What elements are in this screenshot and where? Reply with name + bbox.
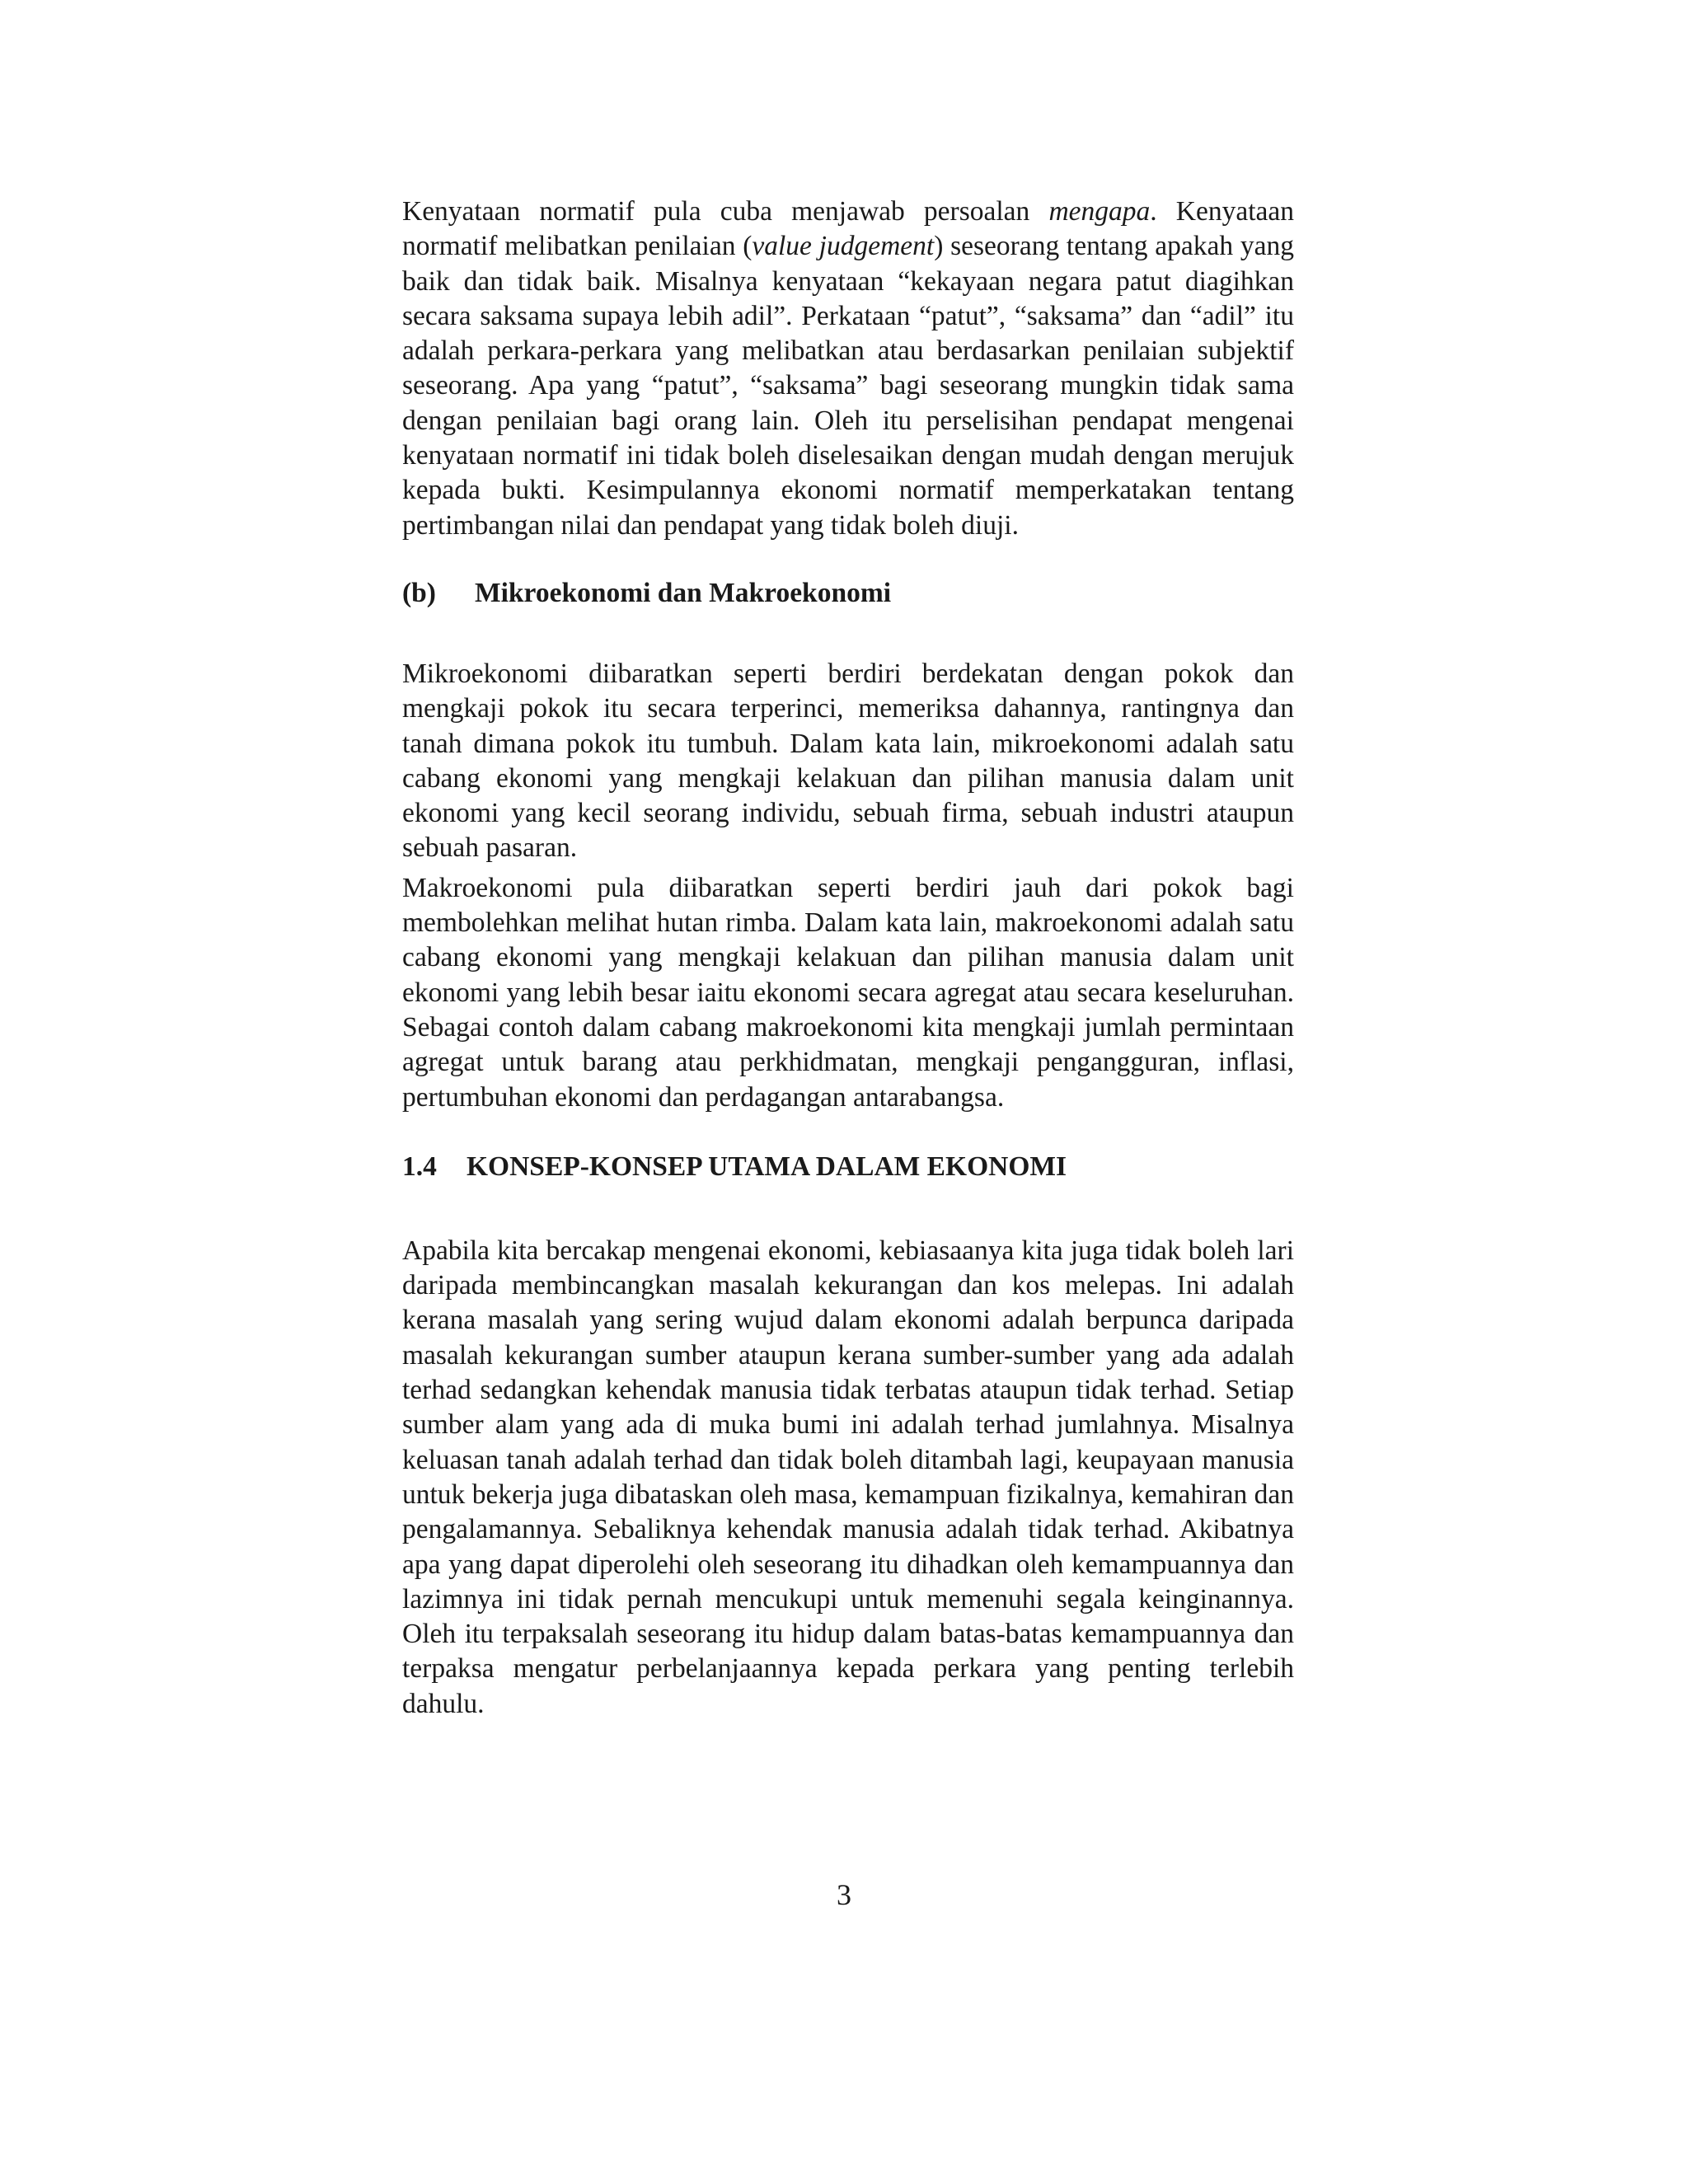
- section-title: KONSEP-KONSEP UTAMA DALAM EKONOMI: [467, 1151, 1067, 1182]
- section-heading-1-4: [402, 1150, 1294, 1184]
- paragraph-text: Kenyataan normatif pula cuba menjawab persoalan: [402, 196, 1049, 227]
- section-number: 1.4: [402, 1151, 437, 1182]
- paragraph-microeconomics: Mikroekonomi diibaratkan seperti berdiri berdekatan dengan pokok dan mengkaji pokok itu secara terperinci, memeriksa dahannya, rantingnya dan tanah dimana pokok itu tumbuh. Dalam kata lain, mikroekonomi adalah satu cabang ekonomi yang mengkaji kelakuan dan pilihan manusia dalam unit ekonomi yang kecil seorang individu, sebuah firma, sebuah industri ataupun sebuah pasaran.: [402, 658, 1294, 864]
- italic-term-value-judgement: value judgement: [752, 231, 935, 262]
- document-page: [402, 194, 1294, 1722]
- paragraph-text: . Kenyataan normatif melibatkan penilaian (: [402, 196, 1295, 262]
- section-heading-b: [402, 576, 1294, 611]
- section-title: Mikroekonomi dan Makroekonomi: [475, 577, 892, 608]
- paragraph-text: ) seseorang tentang apakah yang baik dan tidak baik. Misalnya kenyataan “kekayaan negara patut diagihkan secara saksama supaya lebih adil”. Perkataan “patut”, “saksama” dan “adil” itu adalah perkara-perkara yang melibatkan atau berdasarkan penilaian subjektif seseorang. Apa yang “patut”, “saksama” bagi seseorang mungkin tidak sama dengan penilaian bagi orang lain. Oleh itu perselisihan pendapat mengenai kenyataan normatif ini tidak boleh diselesaikan dengan mudah dengan merujuk kepada bukti. Kesimpulannya ekonomi normatif memperkatakan tentang pertimbangan nilai dan pendapat yang tidak boleh diuji.: [402, 231, 1294, 541]
- paragraph-key-concepts: Apabila kita bercakap mengenai ekonomi, kebiasaanya kita juga tidak boleh lari daripada membincangkan masalah kekurangan dan kos melepas. Ini adalah kerana masalah yang sering wujud dalam ekonomi adalah berpunca daripada masalah kekurangan sumber ataupun kerana sumber-sumber yang ada adalah terhad sedangkan kehendak manusia tidak terbatas ataupun tidak terhad. Setiap sumber alam yang ada di muka bumi ini adalah terhad jumlahnya. Misalnya keluasan tanah adalah terhad dan tidak boleh ditambah lagi, keupayaan manusia untuk bekerja juga dibataskan oleh masa, kemampuan fizikalnya, kemahiran dan pengalamannya. Sebaliknya kehendak manusia adalah tidak terhad. Akibatnya apa yang dapat diperolehi oleh seseorang itu dihadkan oleh kemampuannya dan lazimnya ini tidak pernah mencukupi untuk memenuhi segala keinginannya. Oleh itu terpaksalah seseorang itu hidup dalam batas-batas kemampuannya dan terpaksa mengatur perbelanjaannya kepada perkara yang penting terlebih dahulu.: [402, 1235, 1294, 1719]
- page-number: 3: [837, 1878, 851, 1911]
- paragraph-normative-statement: [402, 194, 1294, 543]
- italic-term-mengapa: mengapa: [1048, 196, 1151, 227]
- section-number: (b): [402, 577, 436, 608]
- paragraph-macroeconomics: Makroekonomi pula diibaratkan seperti berdiri jauh dari pokok bagi membolehkan melihat hutan rimba. Dalam kata lain, makroekonomi adalah satu cabang ekonomi yang mengkaji kelakuan dan pilihan manusia dalam unit ekonomi yang lebih besar iaitu ekonomi secara agregat atau secara keseluruhan. Sebagai contoh dalam cabang makroekonomi kita mengkaji jumlah permintaan agregat untuk barang atau perkhidmatan, mengkaji pengangguran, inflasi, pertumbuhan ekonomi dan perdagangan antarabangsa.: [402, 872, 1294, 1113]
